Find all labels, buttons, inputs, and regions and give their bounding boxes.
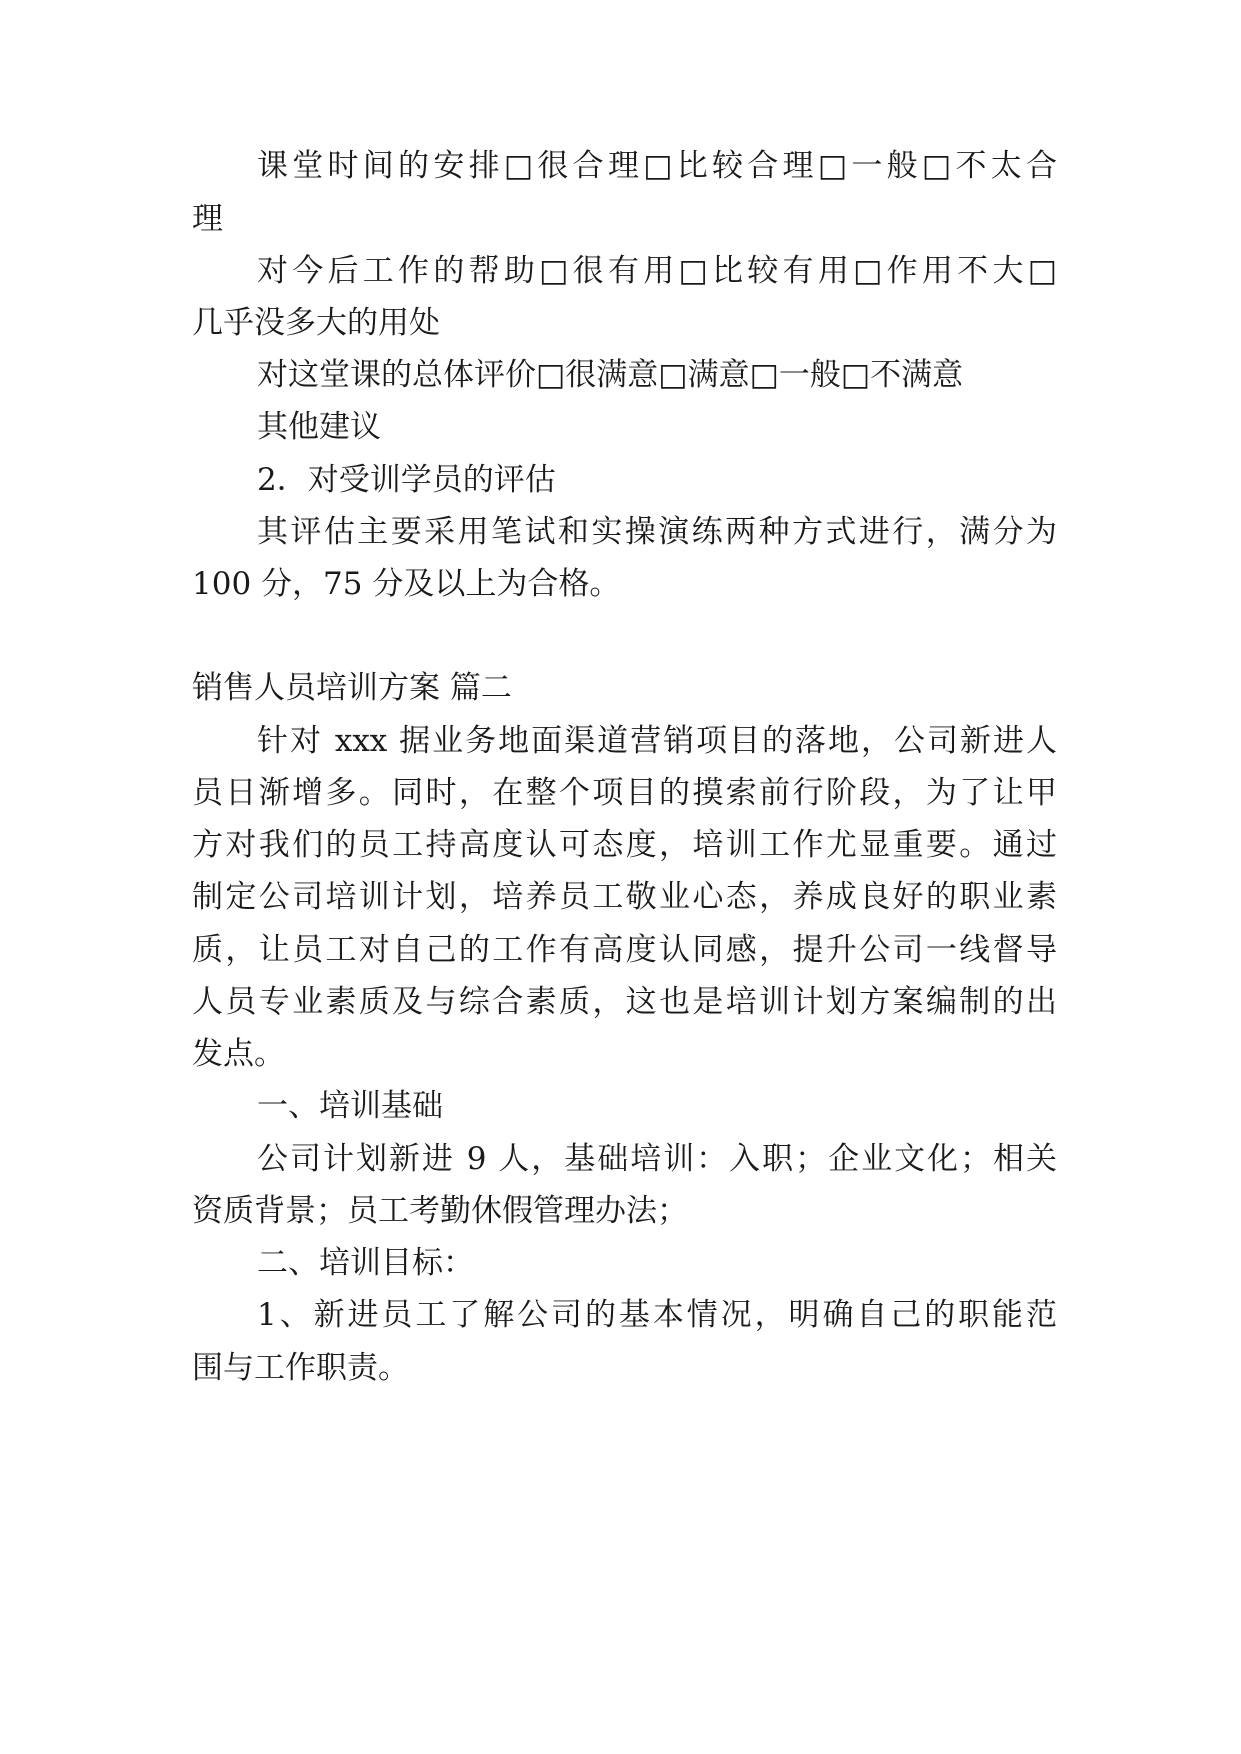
paragraph-line: 方对我们的员工持高度认可态度，培训工作尤显重要。通过 [192,827,1057,863]
survey-line: 课堂时间的安排□很合理□比较合理□一般□不太合 [257,148,1057,184]
section-heading: 销售人员培训方案 篇二 [192,670,512,706]
paragraph-line: 员日渐增多。同时，在整个项目的摸索前行阶段，为了让甲 [192,775,1057,811]
paragraph-line: 制定公司培训计划，培养员工敬业心态，养成良好的职业素 [192,879,1057,915]
paragraph-line: 资质背景；员工考勤休假管理办法； [192,1193,688,1229]
survey-line: 其他建议 [257,409,381,445]
eval-heading: 2．对受训学员的评估 [257,462,556,498]
paragraph-line: 人员专业素质及与综合素质，这也是培训计划方案编制的出 [192,984,1057,1020]
survey-line: 对这堂课的总体评价□很满意□满意□一般□不满意 [257,357,964,393]
paragraph-line: 其评估主要采用笔试和实操演练两种方式进行，满分为 [257,514,1057,550]
paragraph-line: 针对 xxx 据业务地面渠道营销项目的落地，公司新进人 [257,723,1057,759]
survey-line: 几乎没多大的用处 [192,305,440,341]
subheading-goals: 二、培训目标： [257,1245,474,1281]
paragraph-line: 100 分，75 分及以上为合格。 [192,566,621,602]
paragraph-line: 发点。 [192,1036,285,1072]
survey-line: 对今后工作的帮助□很有用□比较有用□作用不大□ [257,253,1057,289]
paragraph-line: 质，让员工对自己的工作有高度认同感，提升公司一线督导 [192,932,1057,968]
paragraph-line: 公司计划新进 9 人，基础培训：入职；企业文化；相关 [257,1141,1057,1177]
paragraph-line: 围与工作职责。 [192,1350,409,1386]
subheading-basis: 一、培训基础 [257,1088,443,1124]
paragraph-line: 1、新进员工了解公司的基本情况，明确自己的职能范 [257,1297,1057,1333]
survey-line: 理 [192,201,223,237]
